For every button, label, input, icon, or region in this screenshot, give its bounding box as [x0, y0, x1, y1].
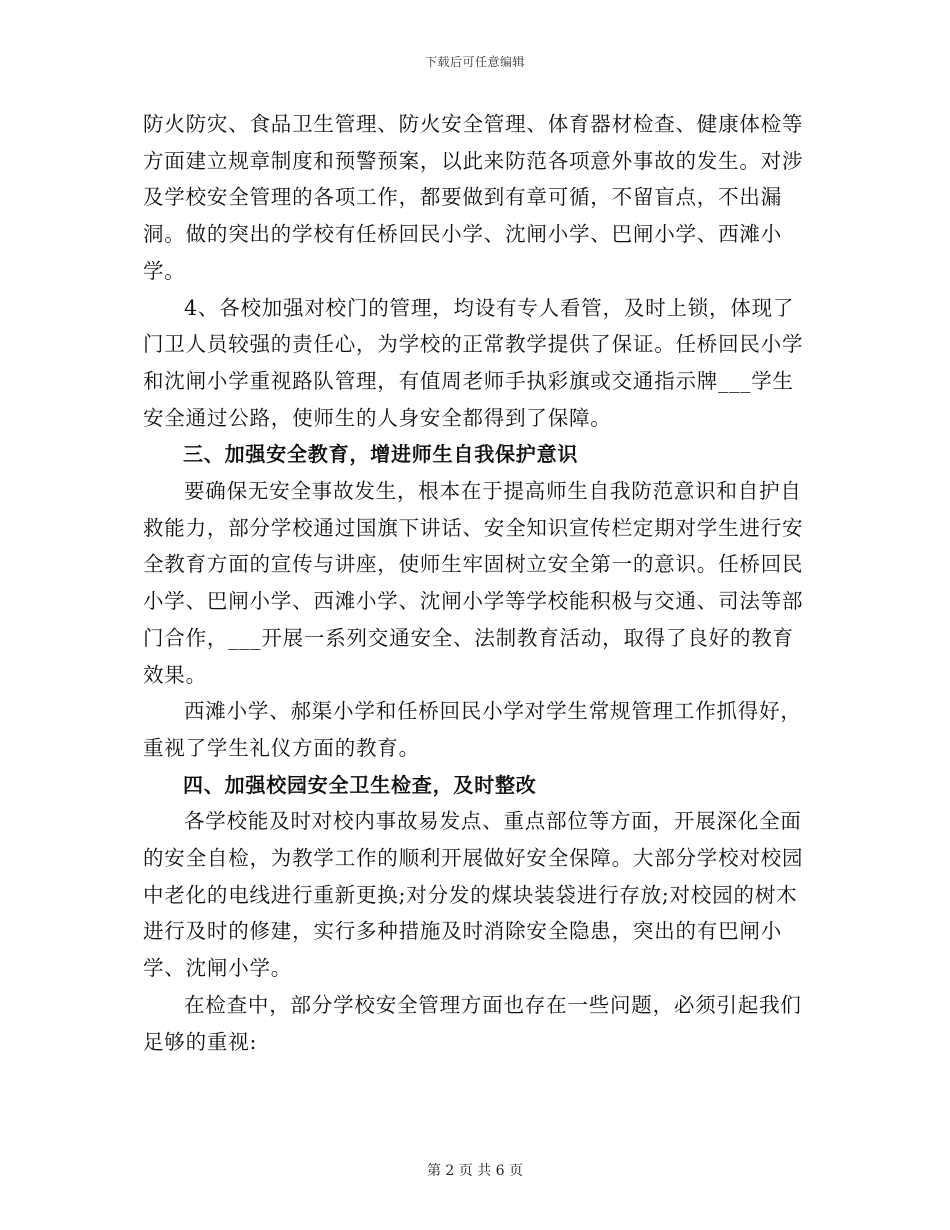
paragraph-3: 要确保无安全事故发生，根本在于提高师生自我防范意识和自护自救能力，部分学校通过国旗下讲话、安全知识宣传栏定期对学生进行安全教育方面的宣传与讲座，使师生牢固树立安全第一的意识。任桥回民小学、巴闸小学、西滩小学、沈闸小学等学校能积极与交通、司法等部门合作，___开展一系列交通安全、法制教育活动，取得了良好的教育效果。 — [143, 479, 804, 687]
document-body — [143, 106, 809, 1060]
paragraph-4: 西滩小学、郝渠小学和任桥回民小学对学生常规管理工作抓得好，重视了学生礼仪方面的教育。 — [143, 699, 802, 760]
section-heading-4: 四、加强校园安全卫生检查，及时整改 — [183, 772, 537, 797]
page-number-footer: 第 2 页 共 6 页 — [426, 1163, 524, 1179]
section-heading-3: 三、加强安全教育，增进师生自我保护意识 — [183, 442, 579, 467]
page-header: 下载后可任意编辑 — [424, 55, 525, 69]
paragraph-2: 4、各校加强对校门的管理，均设有专人看管，及时上锁，体现了门卫人员较强的责任心，为学校的正常教学提供了保证。任桥回民小学和沈闸小学重视路队管理，有值周老师手执彩旗或交通指示牌___学生安全通过公路，使师生的人身安全都得到了保障。 — [143, 295, 804, 430]
paragraph-5: 各学校能及时对校内事故易发点、重点部位等方面，开展深化全面的安全自检，为教学工作的顺利开展做好安全保障。大部分学校对校园中老化的电线进行重新更换;对分发的煤块装袋进行存放;对校园的树木进行及时的修建，实行多种措施及时消除安全隐患，突出的有巴闸小学、沈闸小学。 — [143, 809, 804, 981]
paragraph-1: 防火防灾、食品卫生管理、防火安全管理、体育器材检查、健康体检等方面建立规章制度和预警预案，以此来防范各项意外事故的发生。对涉及学校安全管理的各项工作，都要做到有章可循，不留盲点，不出漏洞。做的突出的学校有任桥回民小学、沈闸小学、巴闸小学、西滩小学。 — [143, 112, 804, 283]
paragraph-6: 在检查中，部分学校安全管理方面也存在一些问题，必须引起我们足够的重视: — [143, 992, 802, 1054]
